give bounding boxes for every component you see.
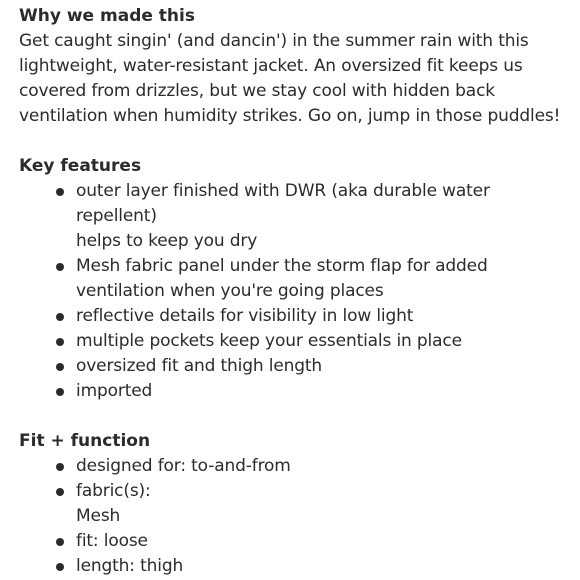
bullet-icon: [56, 463, 64, 471]
bullet-icon: [56, 488, 64, 496]
list-item: [19, 454, 570, 479]
list-item-text: oversized fit and thigh length: [76, 356, 323, 376]
list-item-text: designed for: to-and-from: [76, 456, 291, 476]
paragraph-line: Get caught singin' (and dancin') in the summer rain with this: [19, 31, 529, 51]
bullet-icon: [56, 363, 64, 371]
why-we-made-this-paragraph: [19, 29, 570, 129]
list-item: [19, 304, 570, 329]
list-item: [19, 554, 570, 579]
list-item-text: length: thigh: [76, 556, 184, 576]
bullet-icon: [56, 538, 64, 546]
list-item-text: multiple pockets keep your essentials in place: [76, 331, 462, 351]
list-item-text: Mesh fabric panel under the storm flap for added: [76, 256, 488, 276]
section-spacer: [19, 129, 570, 154]
bullet-icon: [56, 388, 64, 396]
paragraph-line: covered from drizzles, but we stay cool with hidden back: [19, 81, 495, 101]
bullet-icon: [56, 563, 64, 571]
list-item: [19, 329, 570, 354]
bullet-icon: [56, 263, 64, 271]
list-item: [19, 179, 570, 254]
bullet-icon: [56, 338, 64, 346]
list-item: [19, 379, 570, 404]
why-we-made-this-heading: Why we made this: [19, 6, 195, 26]
section-spacer: [19, 404, 570, 429]
list-item: [19, 479, 570, 529]
list-item-text: ventilation when you're going places: [76, 281, 384, 301]
key-features-heading: Key features: [19, 156, 142, 176]
list-item-text: helps to keep you dry: [76, 231, 258, 251]
paragraph-line: lightweight, water-resistant jacket. An oversized fit keeps us: [19, 56, 523, 76]
list-item-text: fabric(s):: [76, 481, 151, 501]
list-item: [19, 529, 570, 554]
list-item: [19, 354, 570, 379]
list-item-text: outer layer finished with DWR (aka durable water repellent): [76, 181, 490, 226]
list-item-text: reflective details for visibility in low light: [76, 306, 414, 326]
bullet-icon: [56, 188, 64, 196]
list-item-text: Mesh: [76, 506, 121, 526]
list-item-text: fit: loose: [76, 531, 148, 551]
fit-function-list: [19, 454, 570, 579]
key-features-list: [19, 179, 570, 404]
list-item-text: imported: [76, 381, 153, 401]
fit-function-heading: Fit + function: [19, 431, 151, 451]
bullet-icon: [56, 313, 64, 321]
list-item: [19, 254, 570, 304]
paragraph-line: ventilation when humidity strikes. Go on, jump in those puddles!: [19, 106, 561, 126]
